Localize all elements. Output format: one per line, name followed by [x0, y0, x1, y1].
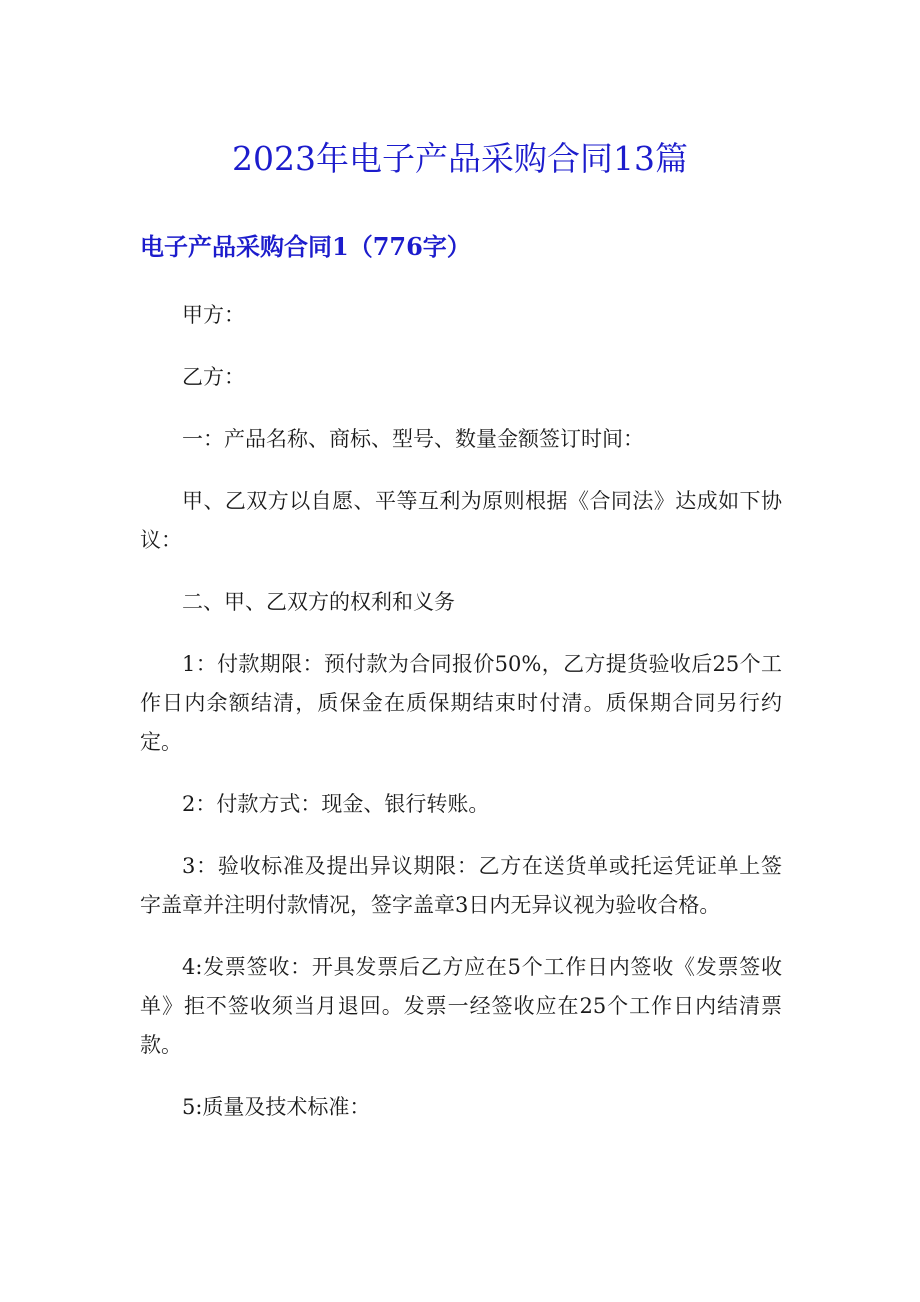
- document-title: 2023年电子产品采购合同13篇: [232, 139, 688, 178]
- paragraph-agreement: 甲、乙双方以自愿、平等互利为原则根据《合同法》达成如下协议：: [140, 489, 782, 552]
- paragraph-payment-method: 2：付款方式：现金、银行转账。: [182, 792, 490, 816]
- paragraph-invoice: 4:发票签收：开具发票后乙方应在5个工作日内签收《发票签收单》拒不签收须当月退回。发票一经签收应在25个工作日内结清票款。: [140, 955, 782, 1057]
- paragraph-product-info: 一：产品名称、商标、型号、数量金额签订时间：: [182, 427, 644, 451]
- paragraph-acceptance: 3：验收标准及提出异议期限：乙方在送货单或托运凭证单上签字盖章并注明付款情况，签字盖章3日内无异议视为验收合格。: [140, 854, 782, 917]
- paragraph-payment-term: 1：付款期限：预付款为合同报价50%，乙方提货验收后25个工作日内余额结清，质保金在质保期结束时付清。质保期合同另行约定。: [140, 652, 782, 754]
- paragraph-quality: 5:质量及技术标准：: [182, 1095, 371, 1119]
- paragraph-party-a: 甲方：: [182, 303, 245, 327]
- paragraph-party-b: 乙方：: [182, 365, 245, 389]
- paragraph-rights-duties: 二、甲、乙双方的权利和义务: [182, 590, 455, 614]
- document-body: [140, 296, 782, 1150]
- section-heading: 电子产品采购合同1（776字）: [140, 232, 471, 261]
